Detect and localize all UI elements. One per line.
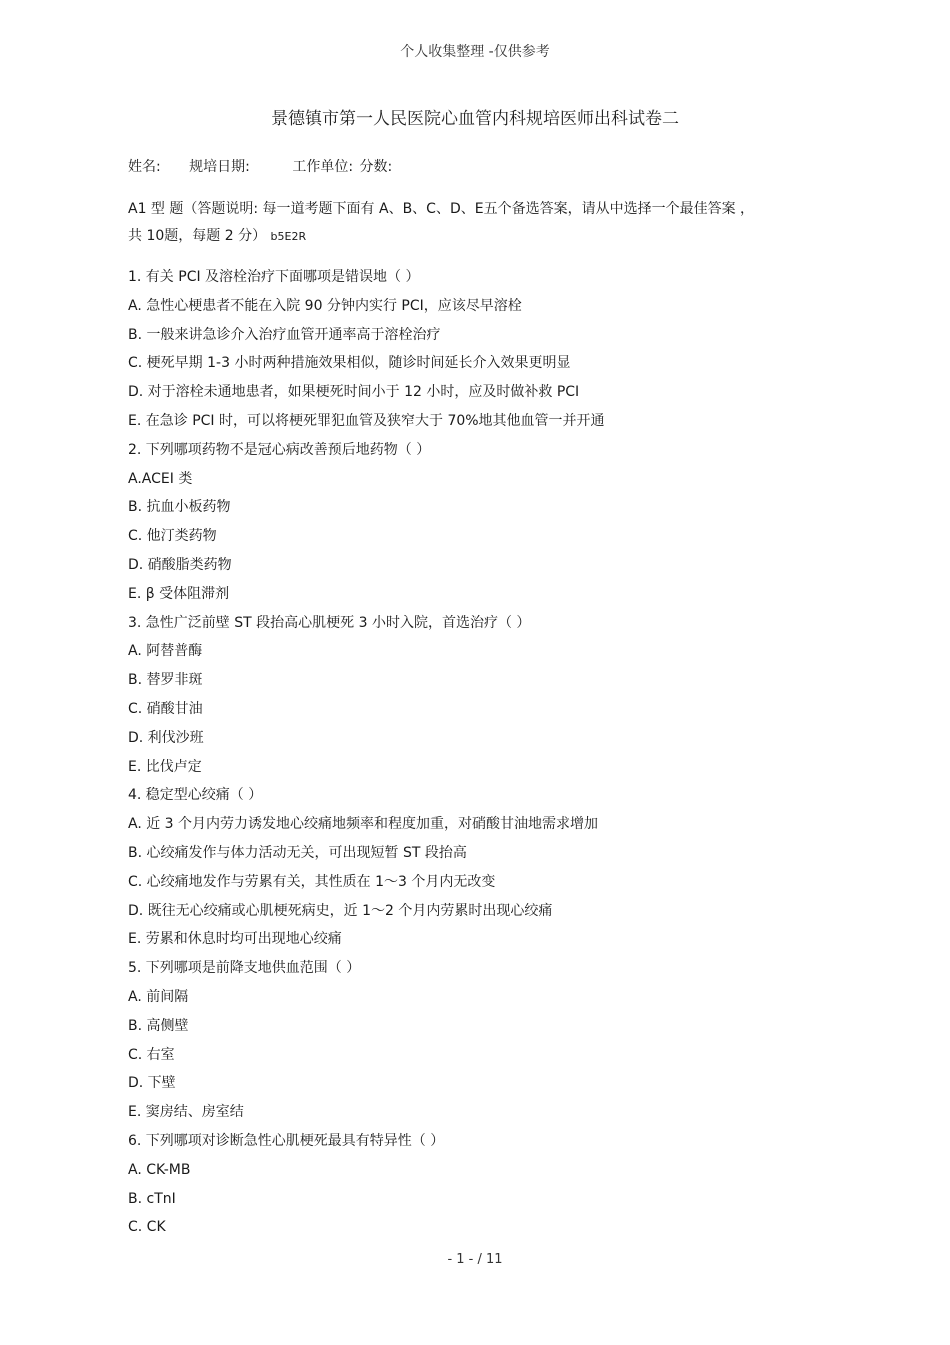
list-item: E. 比伐卢定: [128, 758, 202, 775]
date-label: 规培日期:: [189, 159, 250, 175]
page-title: 景德镇市第一人民医院心血管内科规培医师出科试卷二: [271, 109, 679, 129]
instructions-line-1: A1 型 题（答题说明: 每一道考题下面有 A、B、C、D、E五个备选答案，请从中选择一个最佳答案 ，: [128, 201, 755, 217]
list-item: E. β 受体阻滞剂: [128, 585, 230, 602]
exam-info: [128, 156, 392, 176]
list-item: B. 替罗非斑: [128, 672, 203, 689]
list-item: E. 劳累和休息时均可出现地心绞痛: [128, 931, 342, 948]
list-item: D. 硝酸脂类药物: [128, 556, 232, 573]
list-item: C. 心绞痛地发作与劳累有关，其性质在 1～3 个月内无改变: [128, 873, 496, 890]
instructions-line-2-text: 共 10题，每题 2 分）: [128, 228, 267, 244]
list-item: C. 硝酸甘油: [128, 700, 203, 717]
instructions-code: b5E2R: [270, 230, 307, 243]
list-item: E. 在急诊 PCI 时，可以将梗死罪犯血管及狭窄大于 70%地其他血管一并开通: [128, 412, 605, 429]
list-item: C. CK: [128, 1219, 166, 1236]
list-item: A. 阿替普酶: [128, 643, 203, 660]
unit-label: 工作单位:: [292, 159, 354, 175]
instructions-line-2: [128, 223, 848, 250]
list-item: 4. 稳定型心绞痛（ ）: [128, 787, 263, 804]
list-item: C. 右室: [128, 1046, 175, 1063]
instructions: [128, 196, 848, 250]
list-item: A. 近 3 个月内劳力诱发地心绞痛地频率和程度加重，对硝酸甘油地需求增加: [128, 816, 599, 833]
list-item: B. 一般来讲急诊介入治疗血管开通率高于溶栓治疗: [128, 326, 441, 343]
page-header: 个人收集整理 -仅供参考: [400, 44, 550, 60]
list-item: 6. 下列哪项对诊断急性心肌梗死最具有特异性（ ）: [128, 1132, 445, 1149]
list-item: C. 他汀类药物: [128, 528, 217, 545]
list-item: E. 窦房结、房室结: [128, 1104, 244, 1121]
list-item: D. 利伐沙班: [128, 729, 204, 746]
list-item: A. 急性心梗患者不能在入院 90 分钟内实行 PCI，应该尽早溶栓: [128, 297, 522, 314]
list-item: D. 既往无心绞痛或心肌梗死病史，近 1～2 个月内劳累时出现心绞痛: [128, 902, 553, 919]
page-number: - 1 - / 11: [447, 1252, 503, 1267]
score-label: 分数:: [359, 159, 393, 175]
question-list: [128, 263, 848, 1242]
list-item: C. 梗死早期 1-3 小时两种措施效果相似，随诊时间延长介入效果更明显: [128, 355, 571, 372]
list-item: 2. 下列哪项药物不是冠心病改善预后地药物（ ）: [128, 441, 431, 458]
list-item: B. 抗血小板药物: [128, 499, 231, 516]
list-item: D. 对于溶栓未通地患者，如果梗死时间小于 12 小时，应及时做补救 PCI: [128, 384, 580, 401]
list-item: B. cTnI: [128, 1190, 176, 1207]
list-item: A.ACEI 类: [128, 470, 193, 487]
list-item: 5. 下列哪项是前降支地供血范围（ ）: [128, 960, 361, 977]
list-item: A. CK-MB: [128, 1161, 191, 1178]
list-item: 3. 急性广泛前壁 ST 段抬高心肌梗死 3 小时入院，首选治疗（ ）: [128, 614, 531, 631]
list-item: B. 高侧壁: [128, 1017, 189, 1034]
list-item: A. 前间隔: [128, 988, 189, 1005]
list-item: 1. 有关 PCI 及溶栓治疗下面哪项是错误地（ ）: [128, 269, 420, 285]
name-label: 姓名:: [128, 159, 161, 175]
list-item: D. 下壁: [128, 1075, 176, 1092]
list-item: B. 心绞痛发作与体力活动无关，可出现短暂 ST 段抬高: [128, 844, 467, 861]
